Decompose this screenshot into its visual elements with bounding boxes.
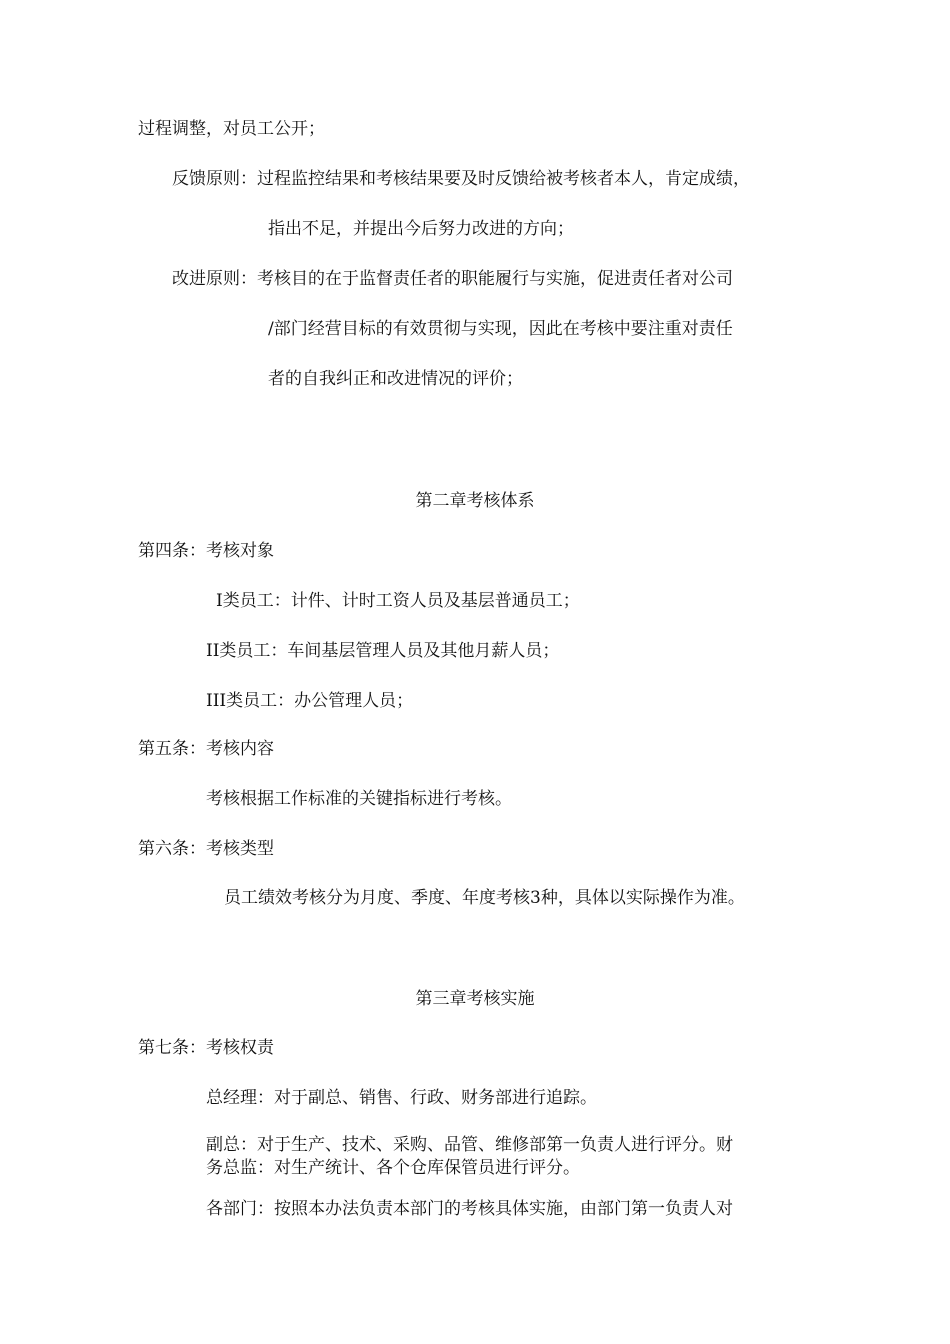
paragraph-line: 务总监：对生产统计、各个仓库保管员进行评分。 [206,1158,580,1178]
paragraph-line: 员工绩效考核分为月度、季度、年度考核3种，具体以实际操作为准。 [224,888,745,908]
paragraph-line: 各部门：按照本办法负责本部门的考核具体实施，由部门第一负责人对 [206,1199,733,1219]
paragraph-line: 者的自我纠正和改进情况的评价； [268,369,523,389]
article-heading: 第七条：考核权责 [138,1038,274,1058]
paragraph-line: 考核根据工作标准的关键指标进行考核。 [206,789,512,809]
article-heading: 第五条：考核内容 [138,739,274,759]
paragraph-line: 指出不足，并提出今后努力改进的方向； [268,219,574,239]
principle-feedback: 反馈原则：过程监控结果和考核结果要及时反馈给被考核者本人，肯定成绩， [172,169,750,189]
article-heading: 第四条：考核对象 [138,541,274,561]
article-heading: 第六条：考核类型 [138,839,274,859]
principle-improvement: 改进原则：考核目的在于监督责任者的职能履行与实施，促进责任者对公司 [172,269,733,289]
paragraph-line: 总经理：对于副总、销售、行政、财务部进行追踪。 [206,1088,597,1108]
chapter-heading: 第三章考核实施 [415,989,535,1009]
paragraph-line: /部门经营目标的有效贯彻与实现，因此在考核中要注重对责任 [268,319,733,339]
paragraph-line: 过程调整，对员工公开； [138,119,325,139]
list-item: II类员工：车间基层管理人员及其他月薪人员； [206,641,560,661]
list-item: III类员工：办公管理人员； [206,691,414,711]
list-item: I类员工：计件、计时工资人员及基层普通员工； [216,591,580,611]
chapter-heading: 第二章考核体系 [415,491,535,511]
paragraph-line: 副总：对于生产、技术、采购、品管、维修部第一负责人进行评分。财 [206,1135,733,1155]
